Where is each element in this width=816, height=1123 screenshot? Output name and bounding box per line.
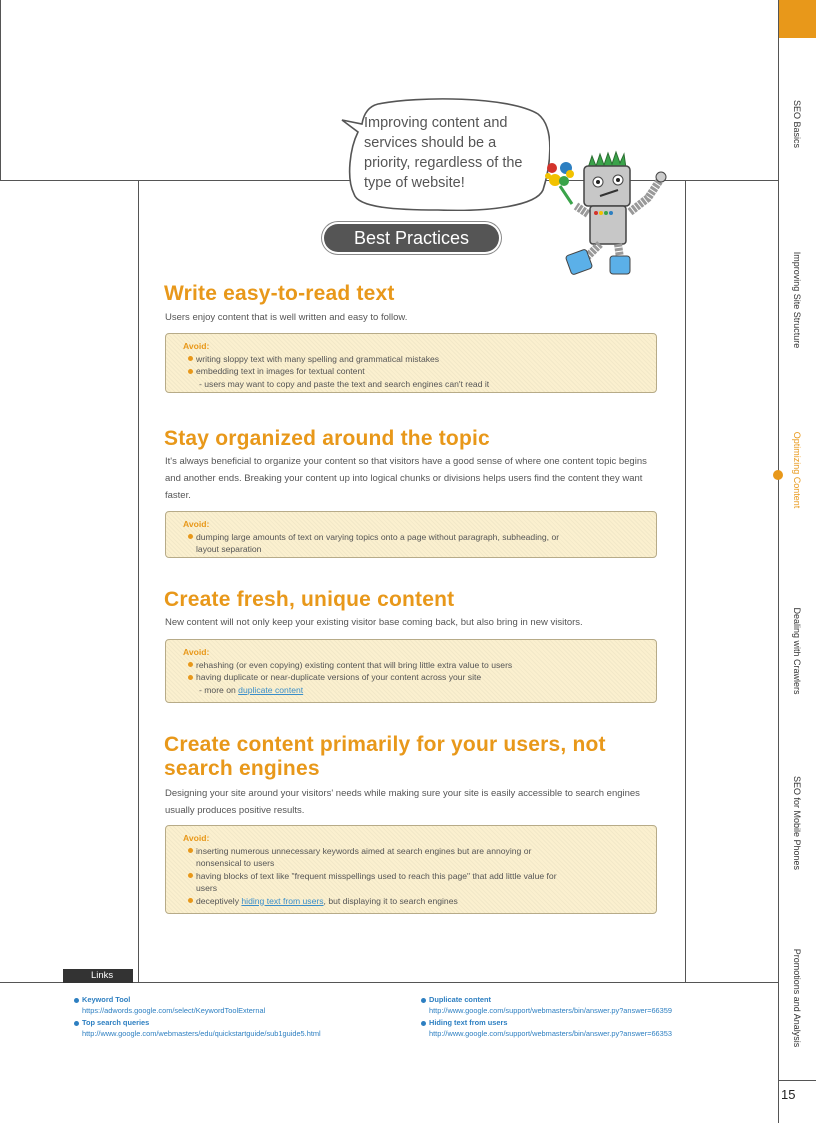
bullet-icon xyxy=(188,662,193,667)
list-item: writing sloppy text with many spelling and grammatical mistakes xyxy=(183,353,646,366)
list-item: deceptively hiding text from users, but displaying it to search engines xyxy=(183,895,646,908)
bullet-icon xyxy=(74,998,79,1003)
list-subitem: - more on duplicate content xyxy=(199,684,304,695)
bullet-icon xyxy=(74,1021,79,1026)
list-item: rehashing (or even copying) existing content that will bring little extra value to users xyxy=(183,659,646,672)
avoid-box-users-first xyxy=(165,825,657,914)
list-subitem: - users may want to copy and paste the text and search engines can't read it xyxy=(199,378,490,389)
list-item-continuation: users xyxy=(196,883,218,893)
link-keyword-tool[interactable]: Keyword Tool https://adwords.google.com/select/KeywordToolExternal xyxy=(74,994,265,1016)
content-right-border xyxy=(685,180,686,982)
active-chapter-marker xyxy=(773,470,783,480)
link-hiding-text[interactable]: Hiding text from users http://www.google.com/support/webmasters/bin/answer.py?answer=66353 xyxy=(421,1017,672,1039)
active-chapter-tab xyxy=(779,0,816,38)
list-item-continuation: nonsensical to users xyxy=(196,858,275,868)
section-body-users-first: Designing your site around your visitors' needs while making sure your site is easily accessible to search engines usually produces positive results. xyxy=(165,788,640,816)
list-item: dumping large amounts of text on varying topics onto a page without paragraph, subheading, or xyxy=(183,531,646,544)
sidebar-item-seo-basics[interactable]: SEO Basics xyxy=(792,99,802,149)
avoid-box-fresh-content xyxy=(165,639,657,703)
avoid-label: Avoid: xyxy=(183,647,210,657)
bullet-icon xyxy=(188,356,193,361)
sidebar-item-crawlers[interactable]: Dealing with Crawlers xyxy=(792,607,802,695)
section-title-fresh-content: Create fresh, unique content xyxy=(164,588,455,611)
page-number: 15 xyxy=(781,1087,796,1102)
list-item-continuation: layout separation xyxy=(196,544,262,554)
bullet-icon xyxy=(421,1021,426,1026)
avoid-box-organized xyxy=(165,511,657,558)
sidebar-item-optimizing-content[interactable]: Optimizing Content xyxy=(792,431,802,509)
bullet-icon xyxy=(188,873,193,878)
section-body-fresh-content: New content will not only keep your existing visitor base coming back, but also bring in new visitors. xyxy=(165,617,583,628)
link-duplicate-content[interactable]: Duplicate content http://www.google.com/support/webmasters/bin/answer.py?answer=66359 xyxy=(421,994,672,1016)
list-item: having duplicate or near-duplicate versions of your content across your site xyxy=(183,671,646,684)
section-title-easy-to-read: Write easy-to-read text xyxy=(164,282,395,305)
list-item: having blocks of text like "frequent misspellings used to reach this page" that add little value for xyxy=(183,870,646,883)
avoid-label: Avoid: xyxy=(183,341,210,351)
list-item: inserting numerous unnecessary keywords aimed at search engines but are annoying or xyxy=(183,845,646,858)
content-left-border xyxy=(138,180,139,982)
list-item: embedding text in images for textual content xyxy=(183,365,646,378)
link-top-search-queries[interactable]: Top search queries http://www.google.com/webmasters/edu/quickstartguide/sub1guide5.html xyxy=(74,1017,321,1039)
avoid-label: Avoid: xyxy=(183,519,210,529)
googlebot-mascot-icon xyxy=(540,150,675,280)
bullet-icon xyxy=(188,848,193,853)
bullet-icon xyxy=(421,998,426,1003)
section-body-easy-to-read: Users enjoy content that is well written and easy to follow. xyxy=(165,312,408,323)
page-number-rule xyxy=(779,1080,816,1081)
sidebar-item-mobile[interactable]: SEO for Mobile Phones xyxy=(792,775,802,871)
sidebar-item-site-structure[interactable]: Improving Site Structure xyxy=(792,251,802,349)
left-outer-border xyxy=(0,0,1,180)
bullet-icon xyxy=(188,369,193,374)
section-title-users-first: Create content primarily for your users, not search engines xyxy=(164,733,606,780)
hiding-text-link[interactable]: hiding text from users xyxy=(241,895,324,906)
bullet-icon xyxy=(188,898,193,903)
section-title-organized: Stay organized around the topic xyxy=(164,427,490,450)
avoid-box-easy-to-read xyxy=(165,333,657,393)
bullet-icon xyxy=(188,675,193,680)
links-label: Links xyxy=(63,969,133,983)
avoid-label: Avoid: xyxy=(183,833,210,843)
sidebar-item-promotions[interactable]: Promotions and Analysis xyxy=(792,948,802,1048)
bubble-text: Improving content and services should be a priority, regardless of the type of website! xyxy=(364,115,523,191)
best-practices-heading: Best Practices xyxy=(324,224,499,252)
duplicate-content-link[interactable]: duplicate content xyxy=(238,684,304,695)
bullet-icon xyxy=(188,534,193,539)
section-body-organized: It's always beneficial to organize your content so that visitors have a good sense of where one content topic begins and another ends. Breaking your content up into logical chunks or divisions helps users find the content they want faster. xyxy=(165,456,647,501)
